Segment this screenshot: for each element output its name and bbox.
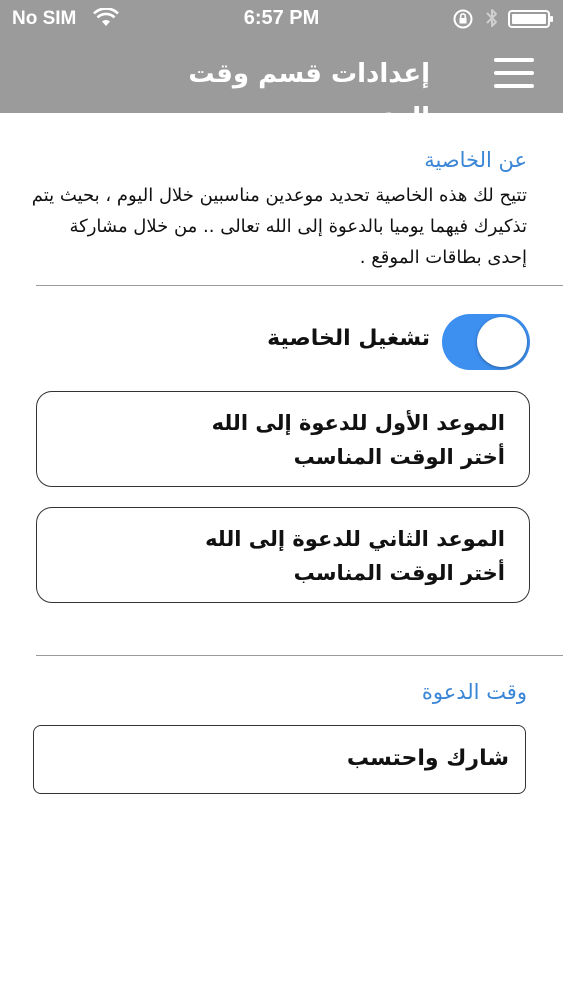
- clock: 6:57 PM: [243, 7, 320, 29]
- top-bar: [0, 0, 563, 133]
- second-appointment-title: الموعد الثاني للدعوة إلى الله: [205, 527, 505, 551]
- toggle-knob: [477, 317, 527, 367]
- first-appointment-title: الموعد الأول للدعوة إلى الله: [211, 411, 505, 435]
- enable-feature-toggle[interactable]: [442, 314, 530, 370]
- hamburger-line-bottom: [494, 84, 534, 88]
- carrier-label: No SIM: [12, 8, 77, 29]
- divider: [36, 285, 563, 286]
- hamburger-line-top: [494, 58, 534, 62]
- first-appointment-time: أختر الوقت المناسب: [293, 445, 505, 469]
- hamburger-line-middle: [494, 71, 534, 75]
- enable-feature-row: [250, 314, 530, 372]
- second-appointment-time: أختر الوقت المناسب: [293, 561, 505, 585]
- enable-feature-label: تشغيل الخاصية: [267, 326, 430, 351]
- menu-button[interactable]: [490, 56, 538, 90]
- status-bar: [0, 0, 563, 38]
- battery-icon: [508, 10, 554, 28]
- share-button[interactable]: شارك واحتسب: [33, 725, 526, 794]
- about-section-title: عن الخاصية: [424, 148, 527, 172]
- page-title: إعدادات قسم وقت الدعوة: [188, 59, 430, 133]
- first-appointment-card[interactable]: [36, 391, 530, 487]
- divider: [36, 655, 563, 656]
- dawa-section-title: وقت الدعوة: [421, 680, 527, 704]
- about-description: تتيح لك هذه الخاصية تحديد موعدين مناسبين خلال اليوم ، بحيث يتم تذكيرك فيهما يوميا بالدعوة إلى الله تعالى .. من خلال مشاركة إحدى بطاقات الموقع .: [31, 185, 527, 268]
- second-appointment-card[interactable]: [36, 507, 530, 603]
- rotation-lock-icon: [452, 8, 474, 30]
- bluetooth-icon: [484, 6, 500, 30]
